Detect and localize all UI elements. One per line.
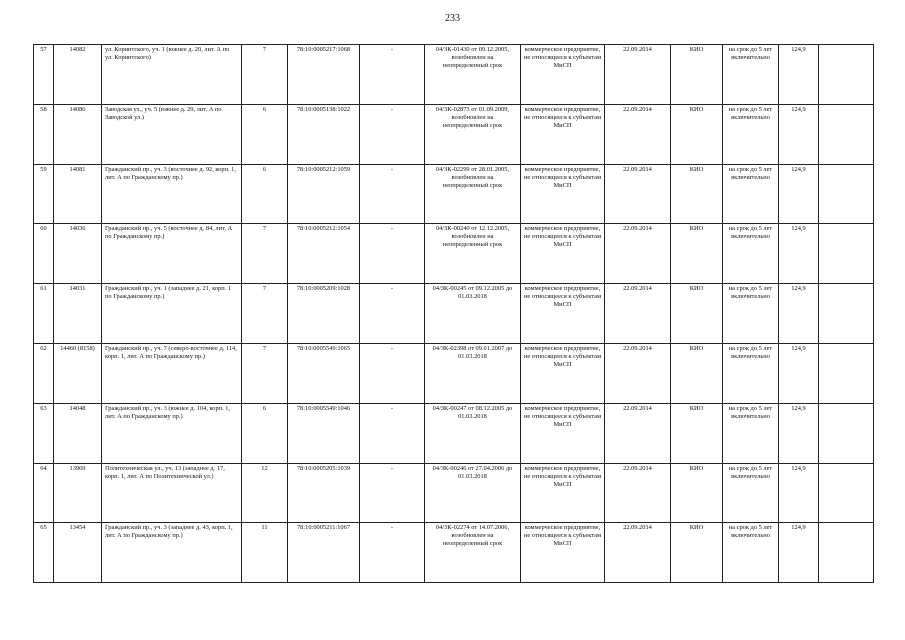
object-code-cell: 14082 <box>54 45 102 105</box>
date-cell: 22.09.2014 <box>605 284 671 344</box>
organization-cell: КИО <box>671 523 723 583</box>
object-code-cell: 14048 <box>54 403 102 463</box>
organization-cell: КИО <box>671 284 723 344</box>
dash-cell: - <box>360 164 425 224</box>
organization-cell: КИО <box>671 403 723 463</box>
category-cell: коммерческое предприятие, не относящееся к субъектам МиСП <box>521 284 605 344</box>
organization-cell: КИО <box>671 343 723 403</box>
dash-cell: - <box>360 284 425 344</box>
count-cell: 12 <box>242 463 288 523</box>
count-cell: 6 <box>242 104 288 164</box>
object-code-cell: 13454 <box>54 523 102 583</box>
date-cell: 22.09.2014 <box>605 343 671 403</box>
cadastral-number-cell: 78:10:0005209:1028 <box>288 284 360 344</box>
address-cell: Гражданский пр., уч. 5 (восточнее д. 84, лит. А по Гражданскому пр.) <box>102 224 242 284</box>
table-row <box>34 523 874 583</box>
address-cell: Заводская ул., уч. 5 (южнее д. 29, лит. А по Заводской ул.) <box>102 104 242 164</box>
object-code-cell: 13969 <box>54 463 102 523</box>
cadastral-number-cell: 78:10:0005549:1046 <box>288 403 360 463</box>
row-number-cell: 58 <box>34 104 54 164</box>
value-cell: 124,9 <box>779 164 819 224</box>
row-number-cell: 59 <box>34 164 54 224</box>
cadastral-number-cell: 78:10:0005211:1067 <box>288 523 360 583</box>
category-cell: коммерческое предприятие, не относящееся к субъектам МиСП <box>521 104 605 164</box>
term-cell: на срок до 5 лет включительно <box>723 403 779 463</box>
count-cell: 11 <box>242 523 288 583</box>
cadastral-number-cell: 78:10:0005205:1039 <box>288 463 360 523</box>
count-cell: 7 <box>242 224 288 284</box>
category-cell: коммерческое предприятие, не относящееся к субъектам МиСП <box>521 224 605 284</box>
contract-cell: 04/ЗК-02873 от 01.09.2009, возобновлен на неопределенный срок <box>425 104 521 164</box>
contract-cell: 04/ЗК-00245 от 09.12.2005 до 01.03.2018 <box>425 284 521 344</box>
address-cell: Политехническая ул., уч. 13 (западнее д. 17, корп. 1, лит. А по Политехнической ул.) <box>102 463 242 523</box>
object-code-cell: 14086 <box>54 104 102 164</box>
contract-cell: 04/ЗК-00246 от 27.04.2006 до 01.03.2018 <box>425 463 521 523</box>
contract-cell: 04/ЗК-00247 от 08.12.2005 до 01.03.2018 <box>425 403 521 463</box>
organization-cell: КИО <box>671 224 723 284</box>
dash-cell: - <box>360 224 425 284</box>
table-row <box>34 463 874 523</box>
registry-rows <box>34 45 874 583</box>
address-cell: Гражданский пр., уч. 3 (восточнее д. 92, корп. 1, лит. А по Гражданскому пр.) <box>102 164 242 224</box>
organization-cell: КИО <box>671 463 723 523</box>
value-cell: 124,9 <box>779 104 819 164</box>
empty-cell-cell <box>819 104 874 164</box>
table-row <box>34 224 874 284</box>
count-cell: 7 <box>242 343 288 403</box>
cadastral-number-cell: 78:10:0005217:1068 <box>288 45 360 105</box>
term-cell: на срок до 5 лет включительно <box>723 463 779 523</box>
count-cell: 7 <box>242 45 288 105</box>
date-cell: 22.09.2014 <box>605 523 671 583</box>
date-cell: 22.09.2014 <box>605 403 671 463</box>
object-code-cell: 14460 (8158) <box>54 343 102 403</box>
value-cell: 124,9 <box>779 224 819 284</box>
object-code-cell: 14081 <box>54 164 102 224</box>
dash-cell: - <box>360 104 425 164</box>
table-row <box>34 104 874 164</box>
contract-cell: 04/ЗК-02398 от 09.01.2007 до 01.03.2018 <box>425 343 521 403</box>
count-cell: 6 <box>242 164 288 224</box>
row-number-cell: 57 <box>34 45 54 105</box>
term-cell: на срок до 5 лет включительно <box>723 224 779 284</box>
count-cell: 7 <box>242 284 288 344</box>
contract-cell: 04/ЗК-01430 от 09.12.2005, возобновлен на неопределенный срок <box>425 45 521 105</box>
category-cell: коммерческое предприятие, не относящееся к субъектам МиСП <box>521 463 605 523</box>
empty-cell-cell <box>819 284 874 344</box>
table-row <box>34 403 874 463</box>
term-cell: на срок до 5 лет включительно <box>723 45 779 105</box>
count-cell: 6 <box>242 403 288 463</box>
empty-cell-cell <box>819 463 874 523</box>
value-cell: 124,9 <box>779 45 819 105</box>
category-cell: коммерческое предприятие, не относящееся к субъектам МиСП <box>521 403 605 463</box>
object-code-cell: 14031 <box>54 284 102 344</box>
value-cell: 124,9 <box>779 284 819 344</box>
date-cell: 22.09.2014 <box>605 164 671 224</box>
contract-cell: 04/ЗК-02299 от 28.01.2005, возобновлен на неопределенный срок <box>425 164 521 224</box>
organization-cell: КИО <box>671 104 723 164</box>
term-cell: на срок до 5 лет включительно <box>723 164 779 224</box>
dash-cell: - <box>360 463 425 523</box>
term-cell: на срок до 5 лет включительно <box>723 284 779 344</box>
row-number-cell: 60 <box>34 224 54 284</box>
empty-cell-cell <box>819 45 874 105</box>
term-cell: на срок до 5 лет включительно <box>723 343 779 403</box>
date-cell: 22.09.2014 <box>605 45 671 105</box>
dash-cell: - <box>360 403 425 463</box>
address-cell: ул. Коринтского, уч. 1 (южнее д. 20, лит. А по ул. Коринтского) <box>102 45 242 105</box>
category-cell: коммерческое предприятие, не относящееся к субъектам МиСП <box>521 164 605 224</box>
organization-cell: КИО <box>671 45 723 105</box>
empty-cell-cell <box>819 164 874 224</box>
contract-cell: 04/ЗК-00240 от 12.12.2005, возобновлен на неопределенный срок <box>425 224 521 284</box>
category-cell: коммерческое предприятие, не относящееся к субъектам МиСП <box>521 523 605 583</box>
category-cell: коммерческое предприятие, не относящееся к субъектам МиСП <box>521 343 605 403</box>
date-cell: 22.09.2014 <box>605 463 671 523</box>
term-cell: на срок до 5 лет включительно <box>723 104 779 164</box>
value-cell: 124,9 <box>779 463 819 523</box>
organization-cell: КИО <box>671 164 723 224</box>
cadastral-number-cell: 78:10:0005138:1022 <box>288 104 360 164</box>
table-row <box>34 343 874 403</box>
cadastral-number-cell: 78:10:0005549:1065 <box>288 343 360 403</box>
address-cell: Гражданский пр., уч. 1 (западнее д. 21, корп. 1 по Гражданскому пр.) <box>102 284 242 344</box>
row-number-cell: 65 <box>34 523 54 583</box>
empty-cell-cell <box>819 224 874 284</box>
cadastral-number-cell: 78:10:0005212:1054 <box>288 224 360 284</box>
address-cell: Гражданский пр., уч. 7 (северо-восточнее д. 114, корп. 1, лит. А по Гражданскому пр.) <box>102 343 242 403</box>
row-number-cell: 63 <box>34 403 54 463</box>
category-cell: коммерческое предприятие, не относящееся к субъектам МиСП <box>521 45 605 105</box>
object-code-cell: 14036 <box>54 224 102 284</box>
table-row <box>34 45 874 105</box>
value-cell: 124,9 <box>779 343 819 403</box>
empty-cell-cell <box>819 523 874 583</box>
page-number: 233 <box>445 13 460 24</box>
dash-cell: - <box>360 45 425 105</box>
address-cell: Гражданский пр., уч. 3 (южнее д. 104, корп. 1, лит. А по Гражданскому пр.) <box>102 403 242 463</box>
table-row <box>34 164 874 224</box>
dash-cell: - <box>360 523 425 583</box>
address-cell: Гражданский пр., уч. 3 (западнее д. 43, корп. 1, лит. А по Гражданскому пр.) <box>102 523 242 583</box>
term-cell: на срок до 5 лет включительно <box>723 523 779 583</box>
row-number-cell: 62 <box>34 343 54 403</box>
registry-table <box>33 44 874 583</box>
row-number-cell: 64 <box>34 463 54 523</box>
dash-cell: - <box>360 343 425 403</box>
value-cell: 124,9 <box>779 523 819 583</box>
empty-cell-cell <box>819 403 874 463</box>
value-cell: 124,9 <box>779 403 819 463</box>
date-cell: 22.09.2014 <box>605 104 671 164</box>
table-row <box>34 284 874 344</box>
row-number-cell: 61 <box>34 284 54 344</box>
empty-cell-cell <box>819 343 874 403</box>
contract-cell: 04/ЗК-02274 от 14.07.2006, возобновлен на неопределенный срок <box>425 523 521 583</box>
cadastral-number-cell: 78:10:0005212:1059 <box>288 164 360 224</box>
date-cell: 22.09.2014 <box>605 224 671 284</box>
